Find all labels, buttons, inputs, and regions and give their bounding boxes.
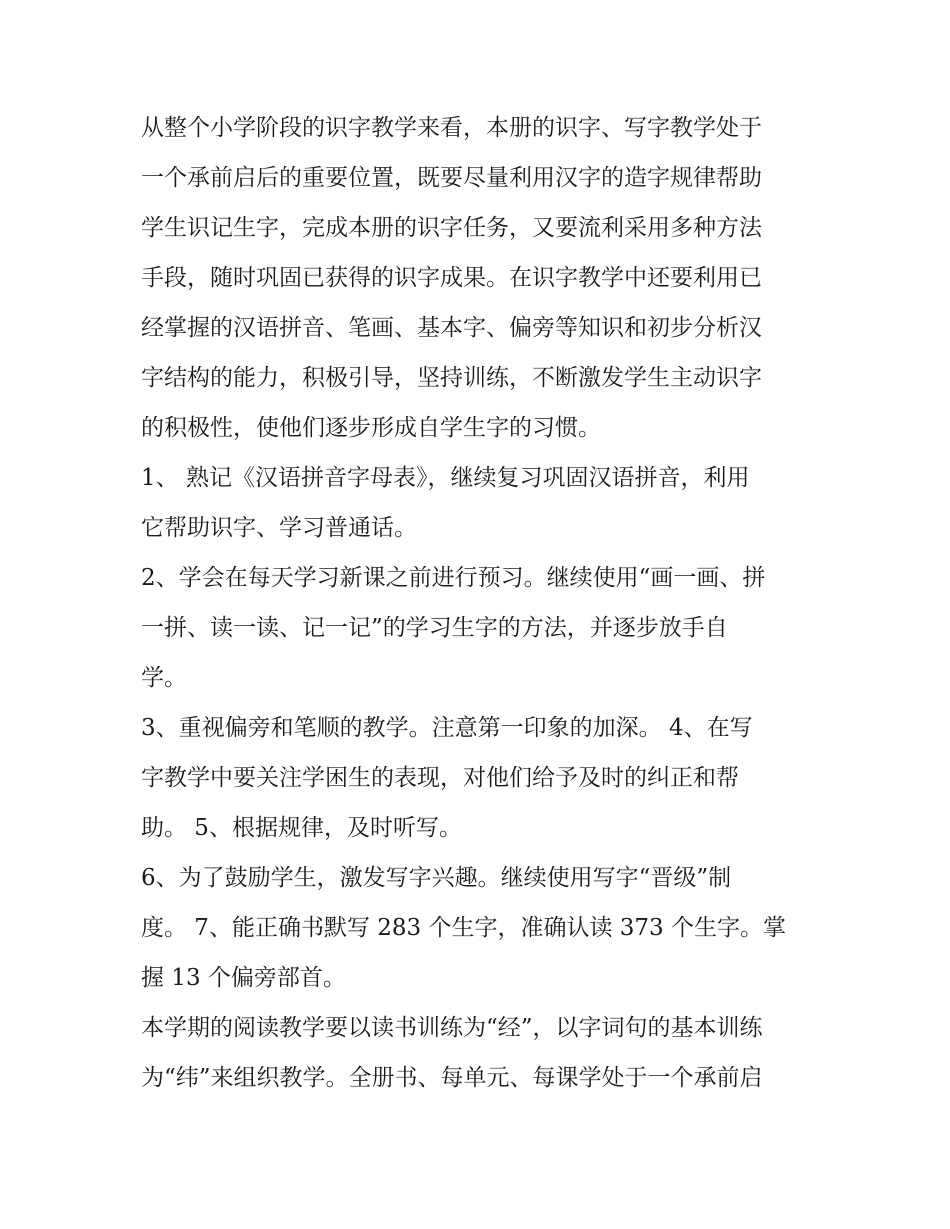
text-line: 一个承前启后的重要位置，既要尽量利用汉字的造字规律帮助 [141, 165, 762, 191]
paragraph-item-1 [141, 453, 813, 553]
text-line: 握 13 个偏旁部首。 [141, 965, 346, 991]
text-line: 6、为了鼓励学生，激发写字兴趣。继续使用写字“晋级”制 [141, 865, 732, 891]
text-line: 助。 5、根据规律，及时听写。 [141, 815, 462, 841]
paragraph-literacy-overview [141, 103, 813, 453]
paragraph-items-3-5 [141, 703, 813, 853]
text-line: 1、 熟记《汉语拼音字母表》，继续复习巩固汉语拼音，利用 [141, 465, 750, 491]
text-line: 度。 7、能正确书默写 283 个生字，准确认读 373 个生字。掌 [141, 915, 786, 941]
text-line: 它帮助识字、学习普通话。 [141, 515, 417, 541]
text-line: 本学期的阅读教学要以读书训练为“经”，以字词句的基本训练 [141, 1015, 763, 1041]
text-line: 3、重视偏旁和笔顺的教学。注意第一印象的加深。 4、在写 [141, 715, 753, 741]
text-line: 2、学会在每天学习新课之前进行预习。继续使用“画一画、拼 [141, 565, 766, 591]
text-line: 字结构的能力，积极引导，坚持训练，不断激发学生主动识字 [141, 365, 762, 391]
text-line: 的积极性，使他们逐步形成自学生字的习惯。 [141, 415, 601, 441]
text-line: 一拼、读一读、记一记”的学习生字的方法，并逐步放手自 [141, 615, 728, 641]
text-line: 学。 [141, 665, 187, 691]
text-line: 字教学中要关注学困生的表现，对他们给予及时的纠正和帮 [141, 765, 739, 791]
paragraph-items-6-7 [141, 853, 813, 1003]
text-line: 经掌握的汉语拼音、笔画、基本字、偏旁等知识和初步分析汉 [141, 315, 762, 341]
text-line: 为“纬”来组织教学。全册书、每单元、每课学处于一个承前启 [141, 1065, 763, 1091]
text-line: 学生识记生字，完成本册的识字任务，又要流利采用多种方法 [141, 215, 762, 241]
paragraph-item-2 [141, 553, 813, 703]
text-line: 手段，随时巩固已获得的识字成果。在识字教学中还要利用已 [141, 265, 762, 291]
paragraph-reading-teaching [141, 1003, 813, 1103]
document-body [141, 103, 813, 1103]
text-line: 从整个小学阶段的识字教学来看，本册的识字、写字教学处于 [141, 115, 762, 141]
